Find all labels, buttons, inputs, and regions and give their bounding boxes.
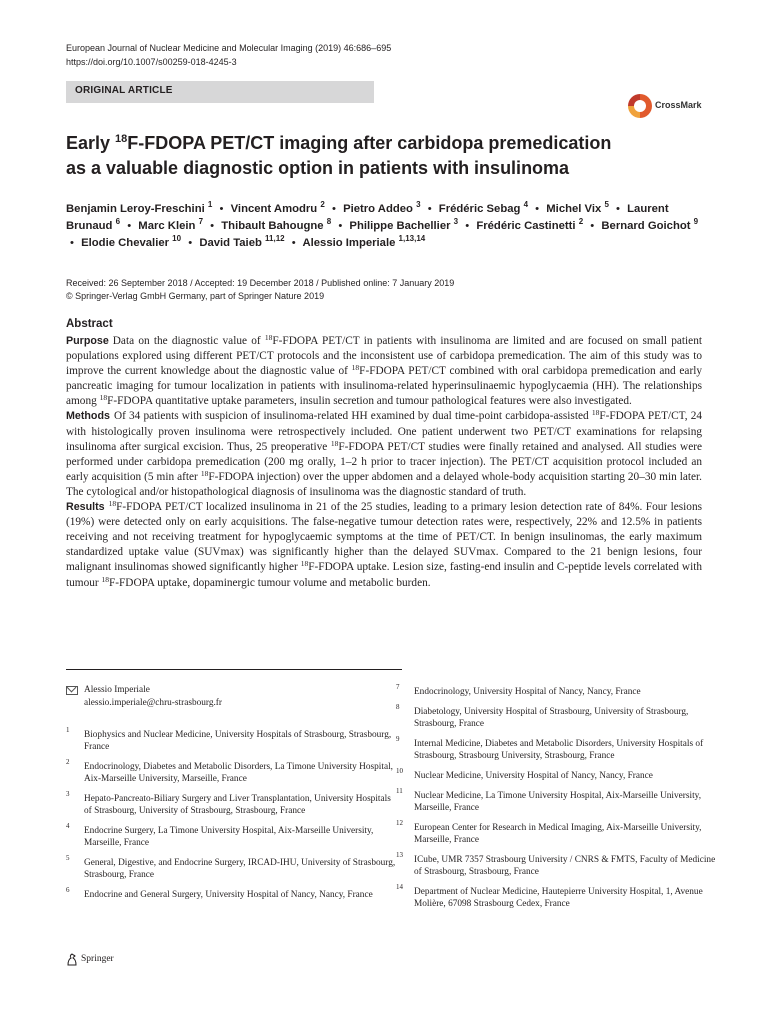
affiliation-number: 7 [396, 683, 400, 691]
abstract-section-label: Results [66, 501, 105, 514]
article-type-label: ORIGINAL ARTICLE [75, 85, 173, 96]
author-list [66, 201, 706, 252]
author [81, 234, 182, 249]
isotope-superscript: 18 [300, 559, 309, 569]
article-title: Early $^{18}$F-FDOPA PET/CT imaging after carbidopa premedication as a valuable diagnostic option in patients with insulinoma [66, 133, 612, 178]
affiliation-number: 4 [66, 822, 70, 830]
affiliation-number: 2 [66, 758, 70, 766]
author-name: Alessio Imperiale [302, 237, 396, 249]
author [302, 234, 426, 249]
author [66, 200, 213, 215]
abstract-text: F-FDOPA quantitative uptake parameters, insulin secretion and tumour pathological features were also investigated. [107, 395, 632, 408]
author [199, 234, 285, 249]
abstract-text: F-FDOPA uptake, dopaminergic tumour volume and metabolic burden. [108, 576, 431, 589]
author-separator: • [331, 203, 336, 215]
author-affiliation-ref: 3 [416, 200, 421, 209]
author-affiliation-ref: 4 [523, 200, 529, 209]
isotope-superscript: 18 [330, 438, 339, 448]
crossmark-label: CrossMark [655, 100, 702, 110]
abstract-section-methods [66, 409, 702, 500]
author [349, 217, 459, 232]
author-separator: • [616, 203, 621, 215]
author-affiliation-ref: 10 [172, 234, 182, 243]
springer-horse-icon [66, 953, 78, 966]
abstract-section-purpose [66, 334, 702, 409]
affiliation-text: ICube, UMR 7357 Strasbourg University / CNRS & FMTS, Faculty of Medicine of Strasbourg, Strasbourg, France [414, 855, 716, 877]
affiliation-item [66, 822, 396, 849]
affiliation-item [66, 854, 396, 881]
author-name: Philippe Bachellier [349, 220, 451, 232]
abstract-text: F-FDOPA uptake. Lesion size, fasting-end insulin and C-peptide levels correlated with tumour [66, 561, 703, 589]
isotope-superscript: 18 [101, 574, 109, 584]
affiliation-text: Endocrine and General Surgery, University Hospital of Nancy, Nancy, France [84, 890, 373, 900]
author [546, 200, 609, 215]
affiliation-text: Nuclear Medicine, La Timone University Hospital, Aix-Marseille University, Marseille, France [414, 791, 702, 813]
affiliation-number: 9 [396, 735, 400, 743]
isotope-superscript: 18 [108, 499, 117, 509]
author-separator: • [291, 237, 296, 249]
abstract-text: Of 34 patients with suspicion of insulinoma-related HH examined by dual time-point carbidopa-assisted [113, 410, 592, 423]
author-name: Pietro Addeo [343, 203, 413, 215]
affiliation-text: Nuclear Medicine, University Hospital of Nancy, Nancy, France [414, 771, 653, 781]
affiliation-item [396, 735, 716, 762]
affiliation-item [396, 767, 716, 782]
abstract-section-label: Methods [66, 410, 110, 423]
article-type-banner [66, 81, 374, 103]
author-separator: • [70, 237, 74, 249]
author-separator: • [210, 220, 215, 232]
author-separator: • [535, 203, 540, 215]
affiliation-number: 13 [396, 851, 403, 859]
affiliation-number: 1 [66, 726, 70, 734]
affiliation-number: 6 [66, 886, 70, 894]
author [601, 217, 699, 232]
affiliation-number: 11 [396, 787, 403, 795]
author-affiliation-ref: 2 [578, 217, 584, 226]
author-affiliation-ref: 5 [604, 200, 609, 209]
affiliation-item [66, 790, 396, 817]
author-name: Vincent Amodru [230, 203, 318, 215]
abstract-text: F-FDOPA PET/CT combined with oral carbidopa premedication and early pancreatic imaging for tumour localization in patients with insulinoma-related hyperinsulinaemic hypoglycaemia (HH). The relationships among [66, 365, 702, 408]
isotope-superscript: 18 [351, 363, 360, 373]
affiliation-item [396, 819, 716, 846]
author-separator: • [427, 203, 432, 215]
abstract-heading: Abstract [66, 318, 113, 330]
author-affiliation-ref: 3 [453, 217, 459, 226]
author-separator: • [338, 220, 343, 232]
abstract-text: F-FDOPA PET/CT studies were finally retained and analysed. All studies were performed under carbidopa premedication (200 mg orally, 1–2 h prior to tracer injection). The PET/CT acquisition protocol included an early acquisition (5 min after [66, 440, 702, 483]
abstract-section-results [66, 500, 702, 591]
abstract-text: F-FDOPA PET/CT, 24 with histologically proven insulinoma were retrospectively included. One patient underwent two PET/CT examinations for relapsing insulinoma after surgical excision. Thus, 25 preoperative [66, 410, 703, 453]
isotope-superscript: 18 [591, 408, 600, 418]
crossmark-icon [628, 94, 652, 118]
doi-link[interactable]: https://doi.org/10.1007/s00259-018-4245-3 [66, 57, 237, 67]
author-separator: • [127, 220, 132, 232]
abstract-body [66, 334, 702, 591]
author-affiliation-ref: 1,13,14 [398, 234, 426, 243]
publication-dates: Received: 26 September 2018 / Accepted: 19 December 2018 / Published online: 7 January 2019 [66, 278, 455, 288]
author-name: David Taieb [199, 237, 262, 249]
author-affiliation-ref: 11,12 [265, 234, 285, 243]
affiliation-item [396, 851, 716, 878]
affiliation-item [396, 883, 716, 910]
abstract-text: F-FDOPA injection) over the upper abdomen and a delayed whole-body acquisition starting 20–30 min later. The cytological and/or histopathological diagnosis of insulinoma was the diagnostic standard of truth. [66, 470, 702, 498]
springer-wordmark: Springer [81, 954, 114, 964]
author-name: Frédéric Sebag [438, 203, 521, 215]
affiliation-item [396, 683, 716, 698]
author [343, 200, 421, 215]
author-name: Thibault Bahougne [221, 220, 324, 232]
corresponding-email[interactable]: alessio.imperiale@chru-strasbourg.fr [84, 698, 222, 708]
affiliation-number: 8 [396, 703, 400, 711]
affiliation-text: Biophysics and Nuclear Medicine, University Hospitals of Strasbourg, Strasbourg, France [84, 730, 392, 752]
affiliation-text: European Center for Research in Medical Imaging, Aix-Marseille University, Marseille, France [414, 823, 702, 845]
author-separator: • [590, 220, 595, 232]
affiliation-text: General, Digestive, and Endocrine Surgery, IRCAD-IHU, University of Strasbourg, Strasbourg, France [84, 858, 396, 880]
author [230, 200, 325, 215]
affiliation-item [396, 787, 716, 814]
author-affiliation-ref: 8 [326, 217, 332, 226]
abstract-text: Data on the diagnostic value of [112, 335, 265, 347]
author-name: Marc Klein [138, 220, 196, 232]
affiliations-right-column [396, 683, 716, 918]
affiliation-text: Endocrinology, University Hospital of Nancy, Nancy, France [414, 687, 641, 697]
author [138, 217, 204, 232]
author-name: Frédéric Castinetti [476, 220, 576, 232]
journal-citation: European Journal of Nuclear Medicine and Molecular Imaging (2019) 46:686–695 [66, 43, 392, 53]
affiliation-number: 5 [66, 854, 70, 862]
abstract-text: F-FDOPA PET/CT in patients with insulinoma are limited and are focused on small patient populations explored using different PET/CT protocols and the inconsistent use of carbidopa premedication. The aim of this study was to improve the current knowledge about the diagnostic value of [66, 335, 702, 378]
isotope-superscript: 18 [99, 393, 108, 403]
author-affiliation-ref: 2 [320, 200, 325, 209]
affiliation-item [66, 758, 396, 785]
author-name: Benjamin Leroy-Freschini [66, 203, 205, 215]
corresponding-name: Alessio Imperiale [84, 685, 150, 695]
affiliation-text: Endocrine Surgery, La Timone University Hospital, Aix-Marseille University, Marseille, France [84, 826, 374, 848]
affiliation-item [66, 886, 396, 901]
affiliation-item [396, 703, 716, 730]
affiliation-text: Hepato-Pancreato-Biliary Surgery and Liver Transplantation, University Hospitals of Strasbourg, University of Strasbourg, Strasbourg, France [84, 794, 391, 816]
author [438, 200, 529, 215]
abstract-text: F-FDOPA PET/CT localized insulinoma in 21 of the 25 studies, leading to a primary lesion detection rate of 84%. Four lesions (19%) were detected only on early acquisitions. The false-negative tumour detection rates were, respectively, 22% and 12.5% in patients receiving and not receiving treatment for hypoglycaemic symptoms at the time of PET/CT. In benign insulinomas, the early maximum standardized uptake value (SUVmax) was significantly higher than the delayed SUVmax. Compared to the 21 benign lesions, four malignant insulinomas showed significantly higher [66, 501, 702, 574]
author-name: Elodie Chevalier [81, 237, 170, 249]
author-name: Bernard Goichot [601, 220, 691, 232]
copyright-notice: © Springer-Verlag GmbH Germany, part of Springer Nature 2019 [66, 291, 325, 301]
affiliations-left-column [66, 726, 396, 909]
author-affiliation-ref: 9 [693, 217, 699, 226]
author-name: Michel Vix [546, 203, 602, 215]
crossmark-badge[interactable] [628, 94, 708, 120]
author-name: Laurent Brunaud [66, 203, 669, 232]
author-separator: • [219, 203, 224, 215]
affiliation-number: 14 [396, 883, 403, 891]
affiliation-number: 10 [396, 767, 403, 775]
footnote-divider [66, 669, 402, 670]
envelope-icon [66, 686, 78, 695]
affiliation-text: Internal Medicine, Diabetes and Metabolic Disorders, University Hospitals of Strasbourg, Strasbourg University, Strasbourg, France [414, 739, 704, 761]
author [476, 217, 584, 232]
affiliation-text: Endocrinology, Diabetes and Metabolic Disorders, La Timone University Hospital, Aix-Marseille University, Marseille, France [84, 762, 393, 784]
affiliation-text: Diabetology, University Hospital of Strasbourg, University of Strasbourg, Strasbourg, France [414, 707, 689, 729]
author [221, 217, 332, 232]
author-separator: • [465, 220, 470, 232]
author-affiliation-ref: 1 [207, 200, 213, 209]
affiliation-number: 3 [66, 790, 70, 798]
affiliation-text: Department of Nuclear Medicine, Hautepierre University Hospital, 1, Avenue Molière, 67098 Strasbourg Cedex, France [414, 887, 703, 909]
author-affiliation-ref: 6 [115, 217, 121, 226]
isotope-superscript: 18 [200, 468, 209, 478]
affiliation-number: 12 [396, 819, 403, 827]
author-affiliation-ref: 7 [198, 217, 204, 226]
isotope-superscript: 18 [264, 333, 273, 342]
affiliation-item [66, 726, 396, 753]
author-separator: • [188, 237, 193, 249]
abstract-section-label: Purpose [66, 335, 109, 347]
